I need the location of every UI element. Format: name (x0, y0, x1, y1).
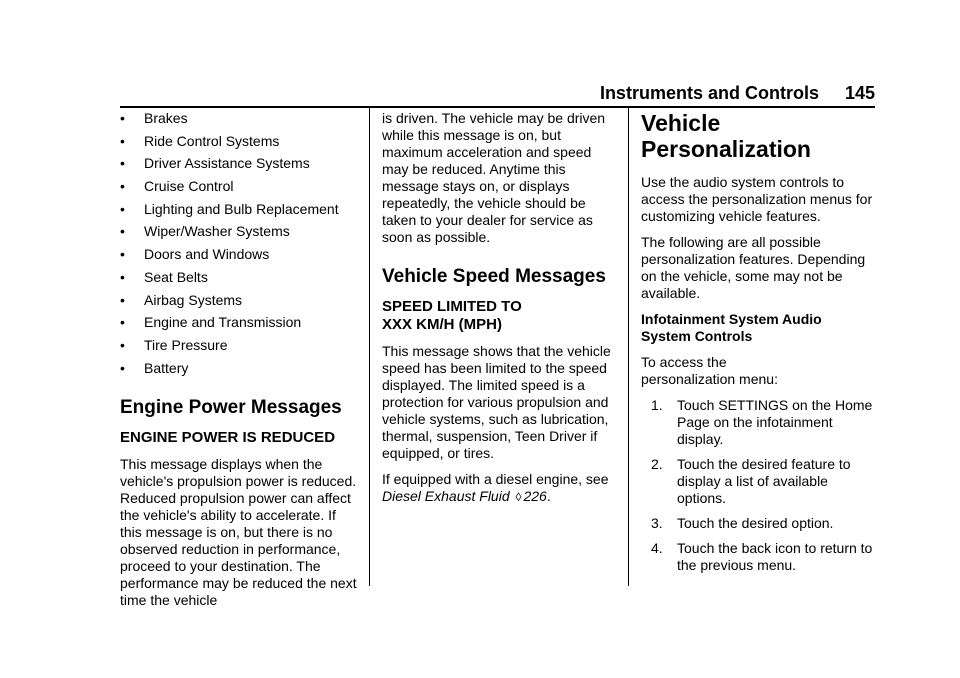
vehicle-personalization-heading: Vehicle Personalization (641, 110, 811, 162)
engine-power-paragraph: This message displays when the vehicle's propulsion power is reduced. Reduced propulsion power can affect the vehicle's ability to accelerate. If this message is on, but there is no observed reduction in performance, proceed to your destination. The performance may be reduced the next time the vehicle (120, 455, 357, 608)
infotainment-controls-subheading: Infotainment System Audio System Controls (641, 311, 822, 344)
bullet-icon: • (120, 132, 125, 149)
continued-paragraph: is driven. The vehicle may be driven while this message is on, but maximum acceleration and speed may be reduced. Anytime this message stays on, or displays repeatedly, the vehicle should be taken to your dealer for service as soon as possible. (382, 110, 606, 245)
diesel-paragraph: If equipped with a diesel engine, see Diesel Exhaust Fluid ◊ 226. (382, 471, 609, 504)
bullet-icon: • (120, 178, 125, 195)
step-item: 2. Touch the desired feature to display a list of available options. (651, 456, 851, 506)
personalization-availability: The following are all possible personalization features. Depending on the vehicle, some may not be available. (641, 234, 866, 301)
list-item: • Cruise Control (120, 178, 234, 195)
speed-limited-paragraph: This message shows that the vehicle speed has been limited to the speed displayed. The limited speed is a protection for various propulsion and vehicle systems, such as lubrication, thermal, suspension, Teen Driver if equipped, or tires. (382, 343, 611, 461)
engine-power-subheading: ENGINE POWER IS REDUCED (120, 428, 336, 446)
bullet-icon: • (120, 268, 125, 285)
header-rule (120, 106, 875, 108)
bullet-icon: • (120, 110, 125, 126)
list-item: • Brakes (120, 110, 188, 126)
list-item: • Battery (120, 359, 189, 376)
engine-power-heading: Engine Power Messages (120, 396, 342, 418)
bullet-icon: • (120, 291, 125, 308)
list-item: • Wiper/Washer Systems (120, 223, 290, 240)
step-item: 4. Touch the back icon to return to the previous menu. (651, 540, 873, 573)
list-item: • Lighting and Bulb Replacement (120, 200, 339, 217)
section-title: Instruments and Controls (599, 83, 819, 103)
column-divider (369, 108, 370, 586)
page-reference-icon: ◊ (515, 490, 522, 504)
bullet-icon: • (120, 246, 125, 263)
list-item: • Ride Control Systems (120, 132, 280, 149)
column-1 (120, 110, 360, 618)
step-item: 3. Touch the desired option. (651, 515, 834, 531)
list-item: • Airbag Systems (120, 291, 243, 308)
speed-limited-subheading: SPEED LIMITED TO XXX KM/H (MPH) (382, 298, 522, 333)
diesel-exhaust-fluid-link[interactable]: Diesel Exhaust Fluid (382, 488, 510, 504)
column-divider (628, 108, 629, 586)
column-2 (382, 110, 620, 515)
access-menu-intro: To access the personalization menu: (641, 354, 778, 387)
bullet-icon: • (120, 314, 125, 331)
column-3 (641, 110, 877, 582)
page-number: 145 (844, 83, 875, 103)
bullet-icon: • (120, 359, 125, 376)
list-item: • Engine and Transmission (120, 314, 302, 331)
system-list (120, 110, 360, 377)
list-item: • Seat Belts (120, 268, 208, 285)
bullet-icon: • (120, 155, 125, 172)
steps-list (641, 397, 877, 574)
list-item: • Doors and Windows (120, 246, 270, 263)
step-item: 1. Touch SETTINGS on the Home Page on the infotainment display. (651, 397, 873, 447)
personalization-intro: Use the audio system controls to access the personalization menus for customizing vehicle features. (641, 174, 873, 224)
speed-messages-heading: Vehicle Speed Messages (382, 266, 606, 287)
bullet-icon: • (120, 200, 125, 217)
bullet-icon: • (120, 223, 125, 240)
page-header (560, 82, 875, 104)
bullet-icon: • (120, 336, 125, 353)
list-item: • Driver Assistance Systems (120, 155, 310, 172)
list-item: • Tire Pressure (120, 336, 228, 353)
page-reference[interactable]: 226 (523, 488, 547, 504)
